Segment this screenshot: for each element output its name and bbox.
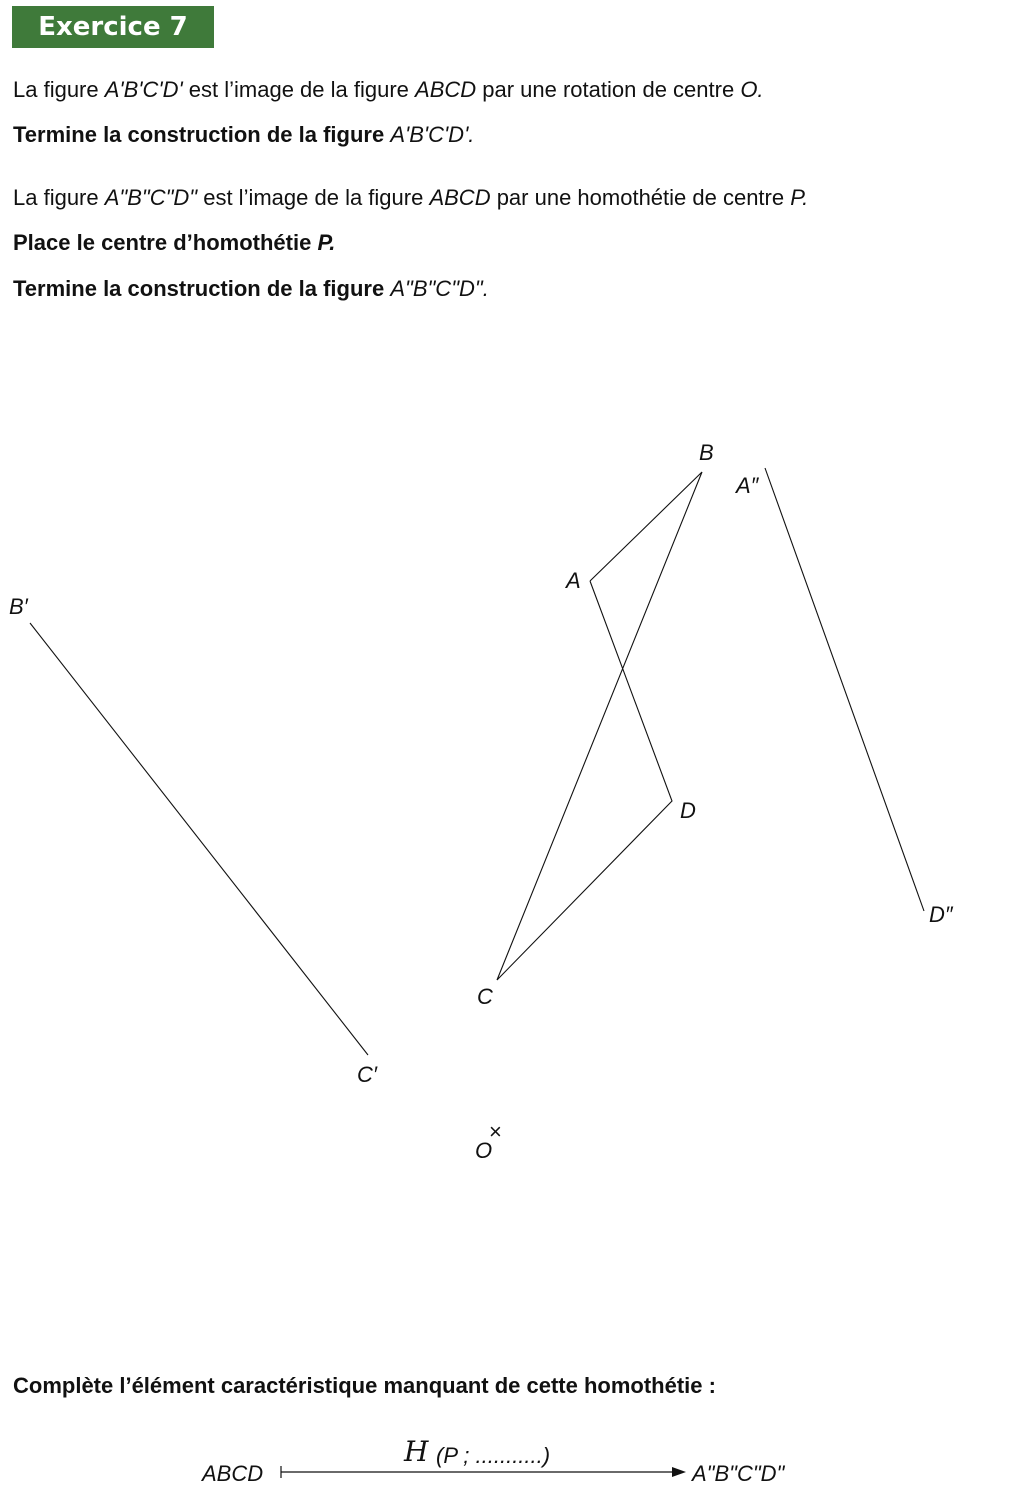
arrow-head bbox=[672, 1467, 686, 1477]
homothety-parameters: (P ; ...........) bbox=[436, 1443, 551, 1468]
exercise-title: Exercice 7 bbox=[12, 6, 214, 48]
figure-name: ABCD bbox=[429, 185, 491, 210]
text: par une homothétie de centre bbox=[490, 185, 791, 210]
label-c: C bbox=[477, 984, 493, 1009]
label-o: O bbox=[475, 1138, 493, 1163]
label-b: B bbox=[699, 440, 714, 465]
text: La figure bbox=[13, 185, 105, 210]
figure-name: A"B"C"D". bbox=[390, 276, 489, 301]
figure-name: A"B"C"D" bbox=[104, 185, 198, 210]
label-a-second: A″ bbox=[736, 473, 759, 498]
point-name: P. bbox=[317, 230, 336, 255]
text: Termine la construction de la figure bbox=[13, 276, 391, 301]
point-name: O. bbox=[740, 77, 764, 102]
text: La figure bbox=[13, 77, 105, 102]
label-d-second: D″ bbox=[929, 902, 953, 927]
label-d: D bbox=[680, 798, 696, 823]
text: est l’image de la figure bbox=[182, 77, 416, 102]
cross-mark-o: × bbox=[489, 1119, 502, 1144]
question-text: Complète l’élément caractéristique manquant de cette homothétie : bbox=[13, 1373, 716, 1398]
mapping-source: ABCD bbox=[202, 1461, 264, 1486]
figure-name: A'B'C'D'. bbox=[390, 122, 475, 147]
label-b-prime: B′ bbox=[9, 594, 28, 619]
figure-name: ABCD bbox=[415, 77, 477, 102]
label-a: A bbox=[566, 568, 581, 593]
point-name: P. bbox=[790, 185, 809, 210]
figure-name: A'B'C'D' bbox=[104, 77, 183, 102]
homothety-symbol: H bbox=[404, 1435, 429, 1468]
text: Termine la construction de la figure bbox=[13, 122, 391, 147]
text: est l’image de la figure bbox=[197, 185, 430, 210]
text: par une rotation de centre bbox=[476, 77, 741, 102]
text: Place le centre d’homothétie bbox=[13, 230, 318, 255]
mapping-target: A"B"C"D" bbox=[692, 1461, 785, 1486]
label-c-prime: C′ bbox=[357, 1062, 378, 1087]
